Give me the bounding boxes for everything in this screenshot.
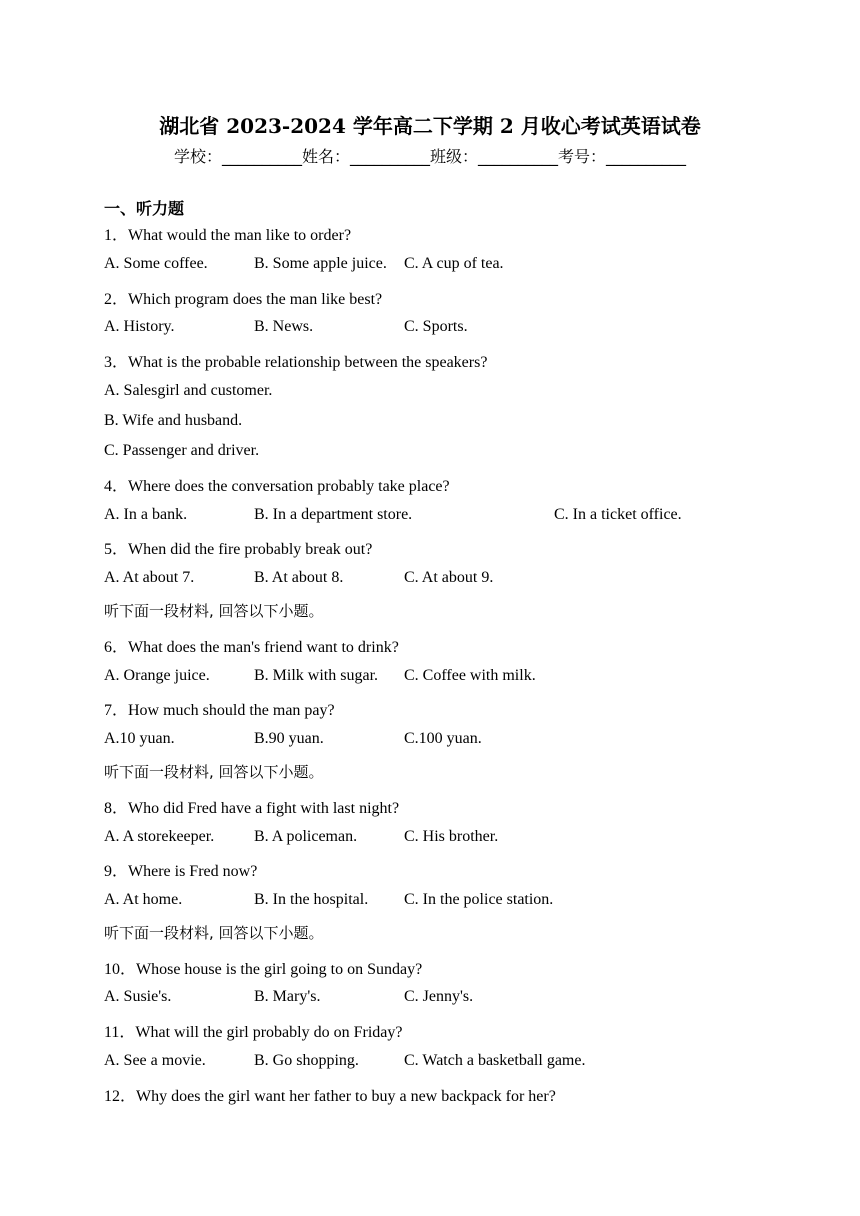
question-stem: 9．Where is Fred now?: [104, 863, 258, 880]
option-b: B. News.: [254, 318, 314, 335]
option-a: A. See a movie.: [104, 1052, 206, 1069]
question-stem: 10．Whose house is the girl going to on Sunday?: [104, 961, 423, 978]
school-field[interactable]: 学校：__________: [173, 147, 302, 166]
question-stem: 6．What does the man's friend want to drink?: [104, 639, 399, 656]
section-title: 一、听力题: [104, 199, 185, 218]
listening-intro: 听下面一段材料, 回答以下小题。: [104, 924, 324, 942]
option-b: B. Milk with sugar.: [254, 667, 379, 684]
option-b: B. In the hospital.: [254, 891, 369, 908]
question-stem: 3．What is the probable relationship between the speakers?: [104, 354, 488, 371]
option-a: A. In a bank.: [104, 506, 188, 523]
option-a: A. At about 7.: [104, 569, 195, 586]
question-stem: 2．Which program does the man like best?: [104, 291, 383, 308]
option-b: B. Some apple juice.: [254, 255, 387, 272]
question-stem: 7．How much should the man pay?: [104, 702, 335, 719]
option-c: C. Jenny's.: [404, 988, 474, 1005]
option-a: A. Susie's.: [104, 988, 172, 1005]
option-a: A. History.: [104, 318, 175, 335]
class-field[interactable]: 班级：__________: [430, 147, 559, 166]
option-b: B. Mary's.: [254, 988, 321, 1005]
listening-intro: 听下面一段材料, 回答以下小题。: [104, 602, 324, 620]
option-c: C. At about 9.: [404, 569, 494, 586]
name-field[interactable]: 姓名：__________: [301, 147, 430, 166]
option-c: C. His brother.: [404, 828, 499, 845]
option-b: B. Go shopping.: [254, 1052, 359, 1069]
option-c: C. In the police station.: [404, 891, 554, 908]
question-stem: 8．Who did Fred have a fight with last night?: [104, 800, 400, 817]
option-c: C. Passenger and driver.: [104, 442, 260, 459]
option-c: C. Watch a basketball game.: [404, 1052, 586, 1069]
option-b: B. In a department store.: [254, 506, 413, 523]
option-a: A. Orange juice.: [104, 667, 210, 684]
option-c: C. In a ticket office.: [554, 506, 682, 523]
option-b: B. At about 8.: [254, 569, 344, 586]
option-b: B.90 yuan.: [254, 730, 324, 747]
option-a: A. Some coffee.: [104, 255, 208, 272]
question-stem: 1．What would the man like to order?: [104, 227, 352, 244]
option-a: A.10 yuan.: [104, 730, 175, 747]
question-stem: 5．When did the fire probably break out?: [104, 541, 373, 558]
option-a: A. At home.: [104, 891, 183, 908]
option-c: C.100 yuan.: [404, 730, 482, 747]
question-stem: 12．Why does the girl want her father to buy a new backpack for her?: [104, 1088, 556, 1105]
option-a: A. A storekeeper.: [104, 828, 215, 845]
question-stem: 4．Where does the conversation probably take place?: [104, 478, 450, 495]
option-b: B. A policeman.: [254, 828, 358, 845]
number-field[interactable]: 考号：__________: [558, 147, 687, 166]
option-c: C. A cup of tea.: [404, 255, 504, 272]
option-c: C. Coffee with milk.: [404, 667, 536, 684]
option-b: B. Wife and husband.: [104, 412, 243, 429]
option-c: C. Sports.: [404, 318, 468, 335]
exam-title: 湖北省 2023-2024 学年高二下学期 2 月收心考试英语试卷: [159, 114, 701, 138]
option-a: A. Salesgirl and customer.: [104, 382, 273, 399]
question-stem: 11．What will the girl probably do on Friday?: [104, 1024, 403, 1041]
student-info-row: [0, 144, 860, 167]
listening-intro: 听下面一段材料, 回答以下小题。: [104, 763, 324, 781]
